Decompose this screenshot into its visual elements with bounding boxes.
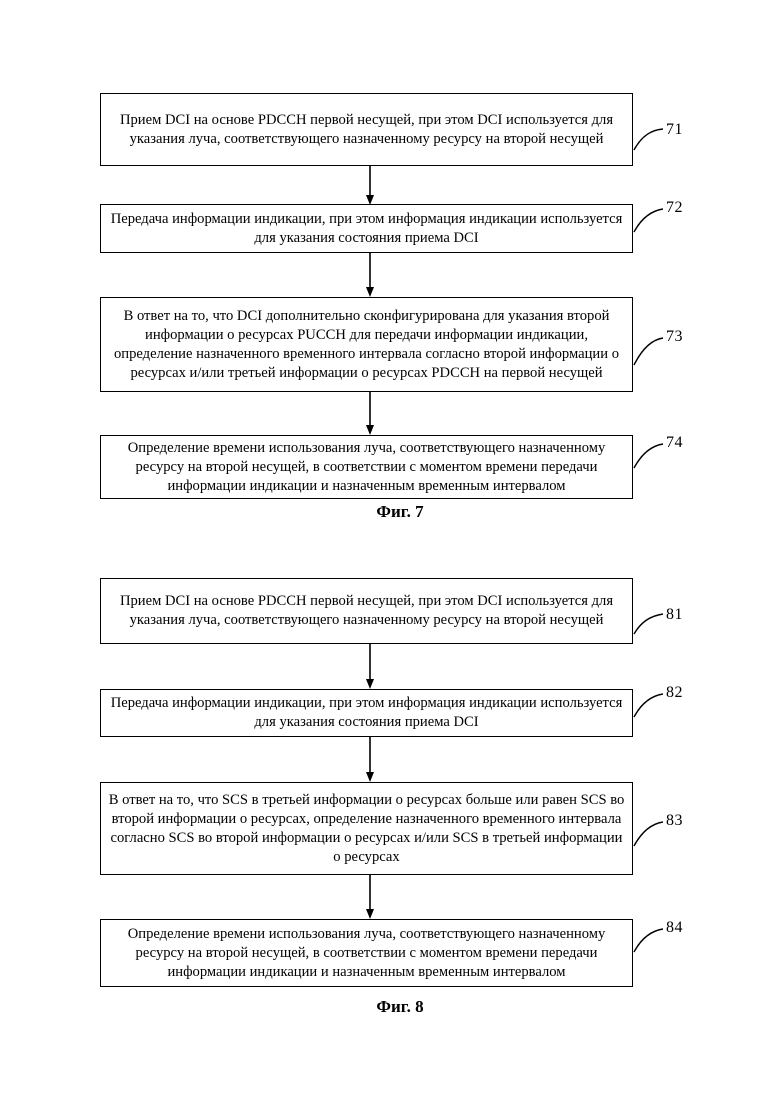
ref-label-81: 81 — [666, 606, 683, 623]
ref-label-73: 73 — [666, 328, 683, 345]
flow-step-text: Прием DCI на основе PDCCH первой несущей, при этом DCI используется для указания луча, соответствующего назначенному ресурсу на второй несущей — [119, 111, 614, 147]
flow-step-box-71 — [100, 93, 633, 166]
flow-arrow-down — [366, 644, 374, 689]
flow-step-box-72 — [100, 204, 633, 253]
ref-leader-line — [634, 614, 663, 634]
flow-step-box-82 — [100, 689, 633, 737]
flow-arrow-down — [366, 737, 374, 782]
flow-step-text: Прием DCI на основе PDCCH первой несущей, при этом DCI используется для указания луча, соответствующего назначенному ресурсу на второй несущей — [119, 593, 614, 628]
flow-step-text: В ответ на то, что DCI дополнительно сконфигурирована для указания второй информации о ресурсах PUCCH для передачи информации индикации, определение назначенного временного интервала согласно второй информации о ресурсах и/или третьей информации о ресурсах PDCCH на первой несущей — [113, 307, 619, 381]
flow-arrow-down — [366, 392, 374, 435]
ref-label-83: 83 — [666, 812, 683, 829]
ref-leader-line — [634, 444, 663, 468]
ref-label-82: 82 — [666, 684, 683, 701]
ref-leader-line — [634, 209, 663, 232]
ref-label-72: 72 — [666, 199, 683, 216]
flow-arrow-down — [366, 253, 374, 297]
figure-7-caption: Фиг. 7 — [376, 502, 424, 521]
flow-step-text: Определение времени использования луча, соответствующего назначенному ресурсу на второй несущей, в соответствии с моментом времени передачи информации индикации и назначенным временным интервалом — [127, 925, 606, 980]
ref-label-71: 71 — [666, 121, 683, 138]
flow-step-text: В ответ на то, что SCS в третьей информации о ресурсах больше или равен SCS во второй информации о ресурсах, определение назначенного временного интервала согласно SCS во второй информации о ресурсах и/или SCS в третьей информации о ресурсах — [108, 791, 625, 865]
flow-step-box-84 — [100, 919, 633, 987]
flow-arrow-down — [366, 166, 374, 205]
ref-leader-line — [634, 694, 663, 717]
ref-leader-line — [634, 929, 663, 952]
flow-step-box-81 — [100, 578, 633, 644]
flow-step-text: Передача информации индикации, при этом информация индикации используется для указания состояния приема DCI — [110, 210, 623, 246]
flow-step-box-83 — [100, 782, 633, 875]
flow-step-box-74 — [100, 435, 633, 499]
ref-leader-line — [634, 338, 663, 365]
ref-leader-line — [634, 129, 663, 150]
ref-label-84: 84 — [666, 919, 683, 936]
flow-arrow-down — [366, 875, 374, 919]
flow-step-text: Определение времени использования луча, соответствующего назначенному ресурсу на второй несущей, в соответствии с моментом времени передачи информации индикации и назначенным временным интервалом — [127, 439, 606, 494]
ref-leader-line — [634, 822, 663, 846]
flow-step-text: Передача информации индикации, при этом информация индикации используется для указания состояния приема DCI — [110, 695, 623, 730]
figure-8-caption: Фиг. 8 — [376, 997, 424, 1016]
flow-step-box-73 — [100, 297, 633, 392]
ref-label-74: 74 — [666, 434, 683, 451]
